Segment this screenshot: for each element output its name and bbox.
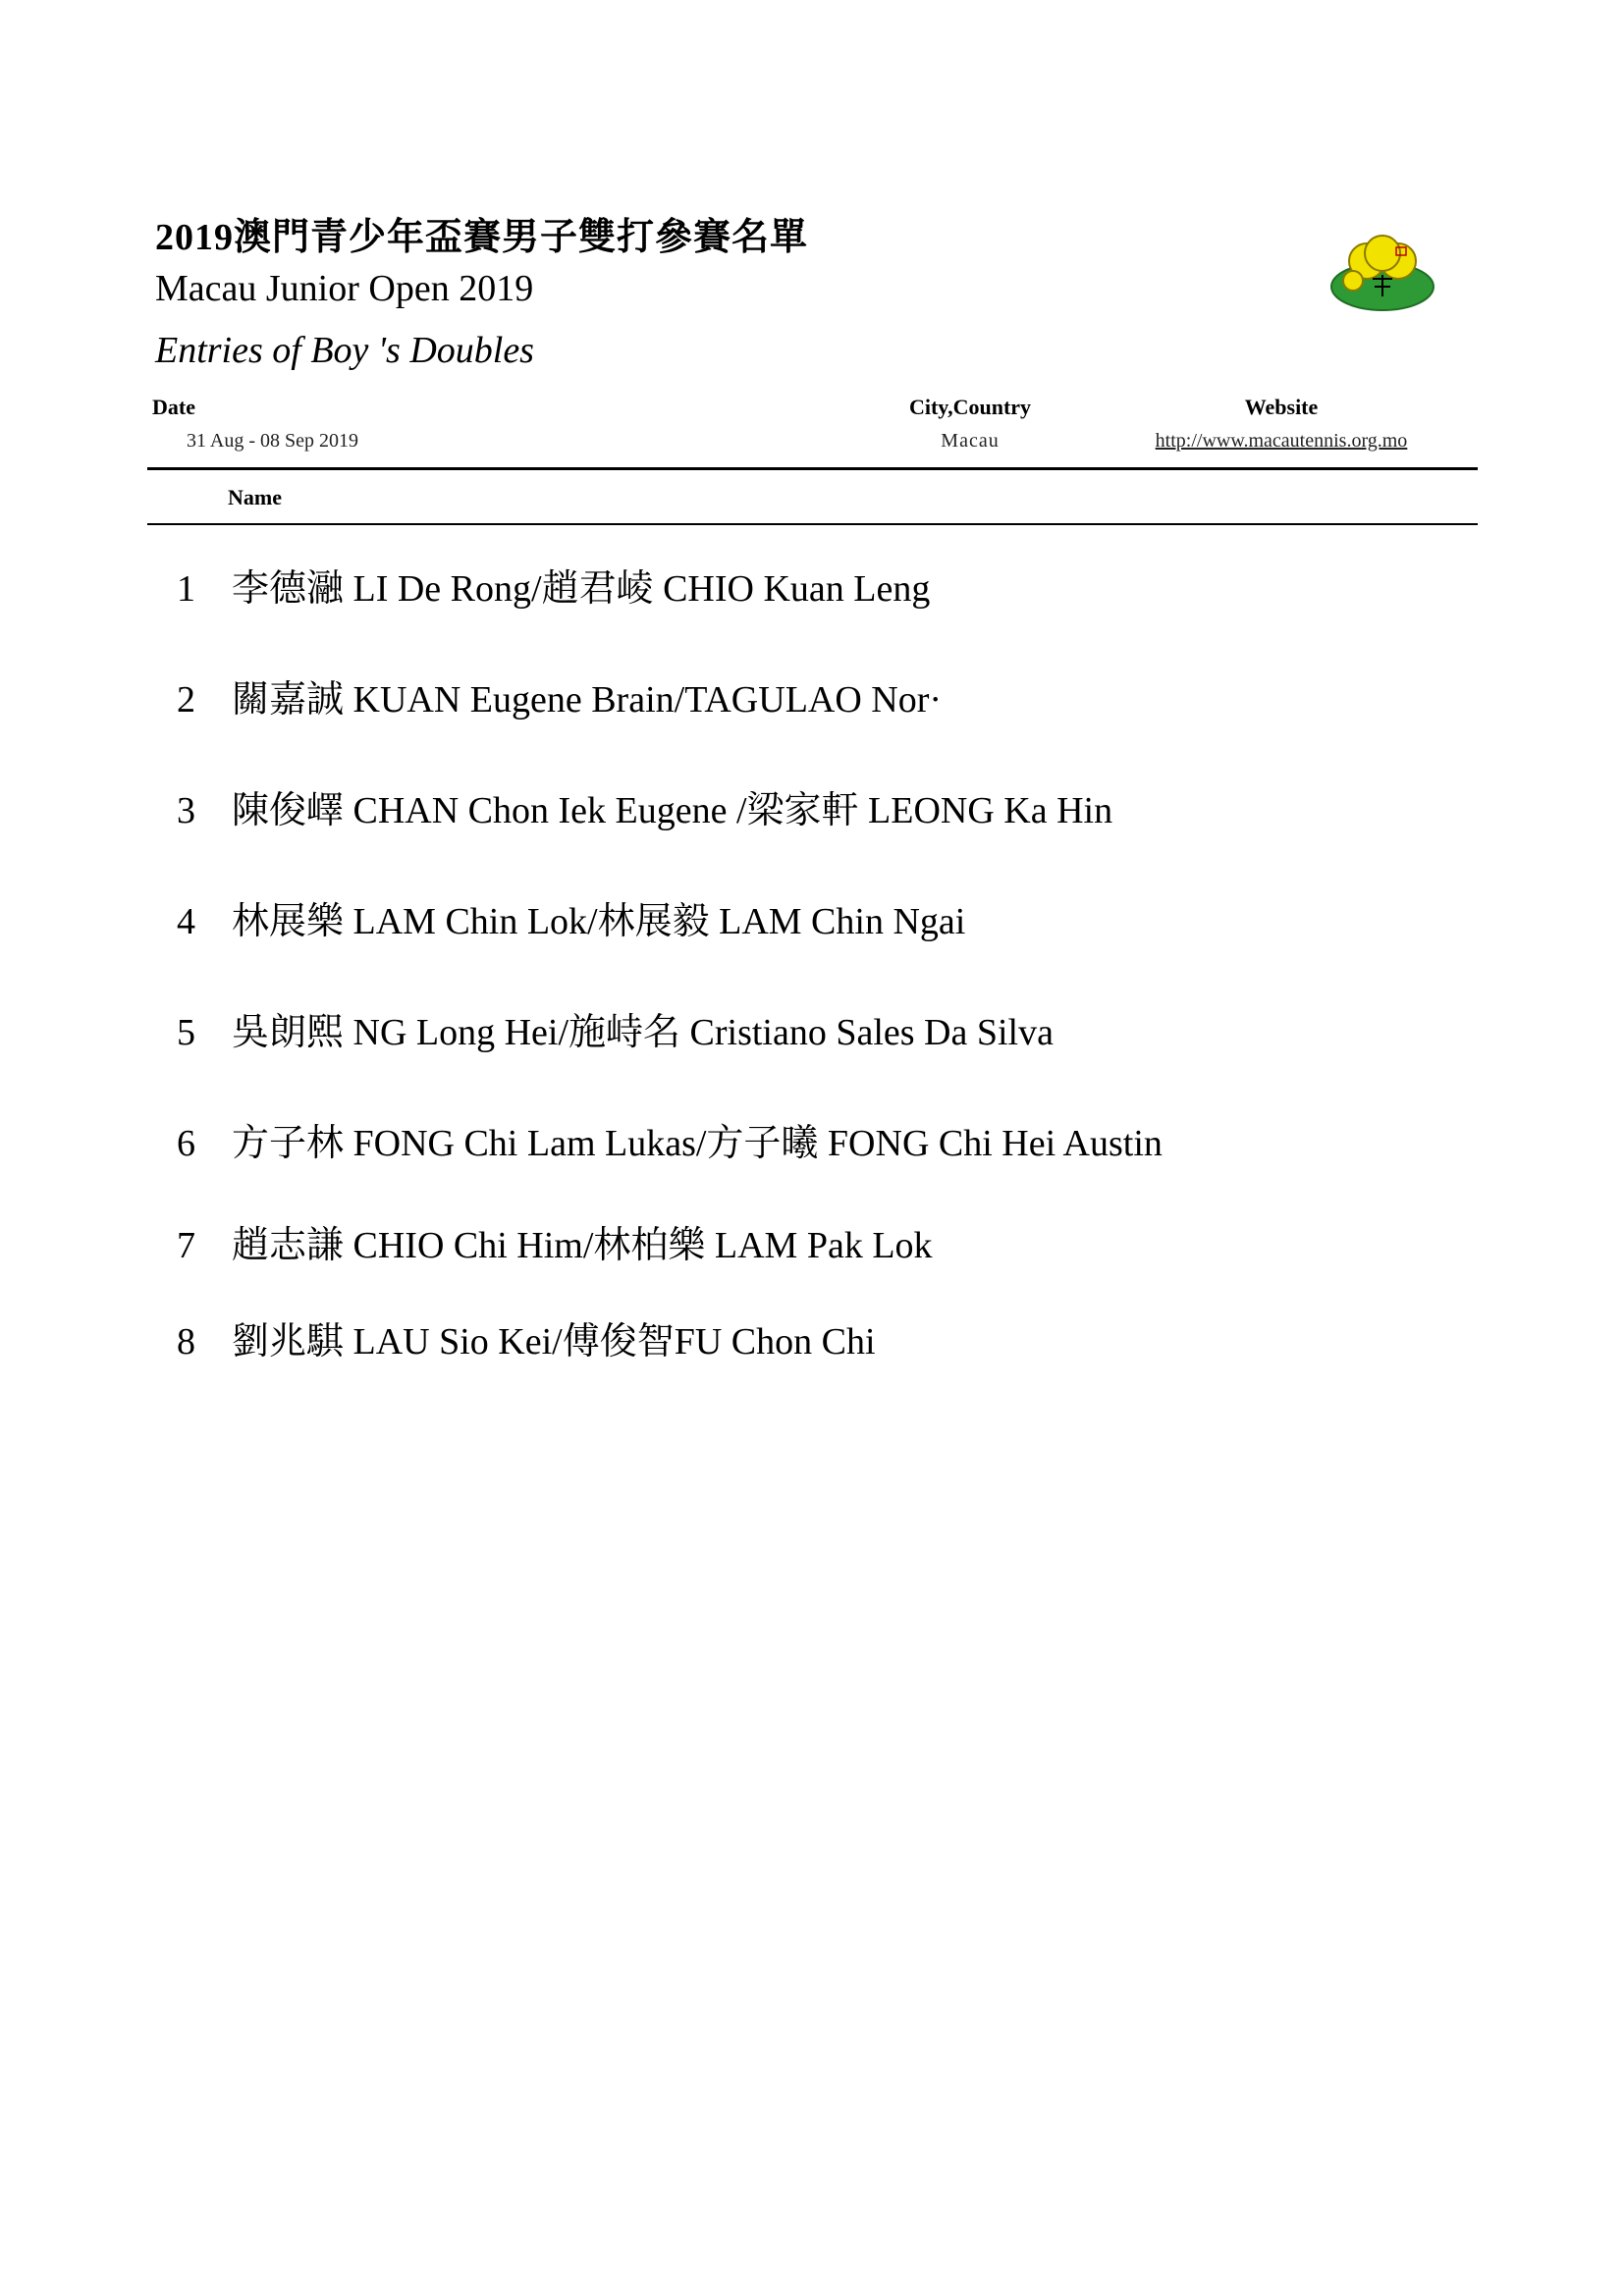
entry-name: 陳俊嶧 CHAN Chon Iek Eugene /梁家軒 LEONG Ka Hin xyxy=(232,790,1113,831)
page-subtitle: Entries of Boy 's Doubles xyxy=(155,330,534,371)
list-item xyxy=(177,1214,933,1268)
date-label: Date xyxy=(152,395,195,419)
entry-number: 3 xyxy=(177,790,195,831)
entry-number: 6 xyxy=(177,1123,195,1164)
entry-name: 吳朗熙 NG Long Hei/施峙名 Cristiano Sales Da Silva xyxy=(232,1012,1054,1053)
website-label: Website xyxy=(1244,395,1319,419)
entry-number: 7 xyxy=(177,1225,195,1266)
city-country-label: City,Country xyxy=(908,395,1032,419)
entry-name: 趙志謙 CHIO Chi Him/林柏樂 LAM Pak Lok xyxy=(232,1225,933,1266)
entry-name: 李德瀜 LI De Rong/趙君崚 CHIO Kuan Leng xyxy=(232,568,931,610)
entry-name: 關嘉誠 KUAN Eugene Brain/TAGULAO Nor· xyxy=(232,679,943,721)
city-country-value: Macau xyxy=(941,430,1000,452)
list-item xyxy=(177,779,1112,833)
entry-number: 5 xyxy=(177,1012,195,1053)
page-title-english: Macau Junior Open 2019 xyxy=(155,268,534,309)
entry-name: 劉兆騏 LAU Sio Kei/傅俊智FU Chon Chi xyxy=(232,1321,876,1362)
list-item xyxy=(177,1310,876,1364)
entry-number: 4 xyxy=(177,901,195,942)
website-link[interactable]: http://www.macautennis.org.mo xyxy=(1155,430,1408,452)
list-item xyxy=(177,558,930,612)
list-item xyxy=(177,668,942,722)
list-item xyxy=(177,1112,1163,1166)
tennis-association-logo xyxy=(1327,232,1437,314)
entry-name: 林展樂 LAM Chin Lok/林展毅 LAM Chin Ngai xyxy=(232,901,966,942)
header-rule-top xyxy=(147,467,1478,470)
name-column-header: Name xyxy=(228,485,282,509)
list-item xyxy=(177,890,965,944)
header-rule-bottom xyxy=(147,523,1478,525)
date-value: 31 Aug - 08 Sep 2019 xyxy=(187,430,358,452)
entry-number: 1 xyxy=(177,568,195,610)
entry-number: 2 xyxy=(177,679,195,721)
entry-name: 方子林 FONG Chi Lam Lukas/方子曦 FONG Chi Hei Austin xyxy=(232,1123,1163,1164)
list-item xyxy=(177,1001,1054,1055)
entry-number: 8 xyxy=(177,1321,195,1362)
page-title-chinese: 2019澳門青少年盃賽男子雙打參賽名單 xyxy=(155,217,809,258)
